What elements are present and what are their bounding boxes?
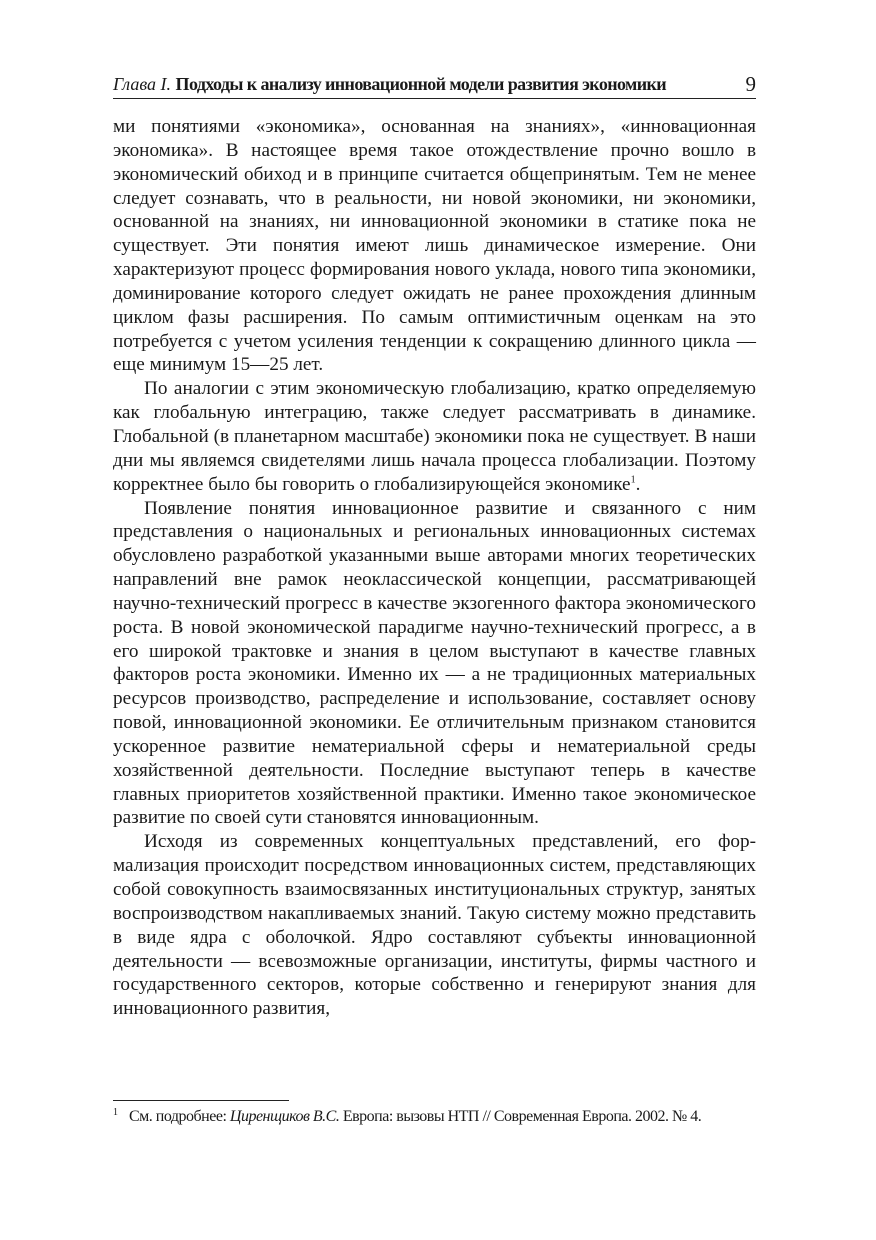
paragraph-1: ми понятиями «экономика», основанная на знаниях», «инновационная экономика». В настоящее время такое отождествление прочно вошло в экономический обиход и в принципе считается общепринятым. Тем не менее следует сознавать, что в реальности, ни новой экономики, ни экономики, основанной на знаниях, ни инновационной экономики в статике пока не существует. Эти понятия имеют лишь динамическое измерение. Они характеризуют процесс формирования нового уклада, нового типа экономики, доминирование которого следует ожидать не ранее прохождения длинным циклом фазы расширения. По самым оптимистичным оценкам на это потребуется с учетом усиления тенденции к сокращению длинного цикла — еще минимум 15—25 лет. bbox=[113, 116, 756, 376]
page-number: 9 bbox=[745, 72, 756, 96]
footnote-divider bbox=[113, 1100, 289, 1101]
footnotes bbox=[113, 1100, 756, 1127]
footnote-prefix: См. подробнее: bbox=[129, 1108, 227, 1125]
footnote-text: Европа: вызовы НТП // Современная Европа. 2002. № 4. bbox=[342, 1108, 702, 1125]
body-text bbox=[113, 115, 756, 1021]
footnote-1: 1 См. подробнее: Циренщиков В.С. Европа: вызовы НТП // Современная Европа. 2002. № 4. bbox=[113, 1106, 702, 1125]
running-header bbox=[113, 70, 756, 99]
paragraph-2-end: . bbox=[635, 473, 641, 495]
chapter-label: Глава I. bbox=[113, 74, 172, 94]
footnote-author: Циренщиков В.С. bbox=[229, 1108, 340, 1125]
chapter-title: Подходы к анализу инновационной модели развития экономики bbox=[175, 74, 667, 94]
paragraph-2 bbox=[113, 377, 756, 496]
footnote-reference[interactable]: 1 bbox=[630, 474, 636, 486]
paragraph-2-text: По аналогии с этим экономическую глобализацию, кратко определяемую как глобальную интеграцию, также следует рассматривать в динамике. Глобальной (в планетарном масштабе) экономики пока не существует. В наши дни мы являемся свидетелями лишь начала процесса глобализации. Поэтому корректнее было бы говорить о глобализирующейся экономике bbox=[113, 378, 756, 495]
page bbox=[113, 70, 756, 1021]
paragraph-3: Появление понятия инновационное развитие и связанного с ним представления о национальных и региональных инновационных системах обусловлено разработкой указанными выше авторами многих теоретических направлений вне рамок неоклассической концепции, рассматривающей научно-технический прогресс в качестве экзогенного фактора экономического роста. В новой экономической парадигме научно-технический прогресс, а в его широкой трактовке и знания в целом выступают в качестве главных факторов роста экономики. Именно их — а не традиционных материальных ресурсов производство, распределение и использование, составляет основу повой, инновационной экономики. Ее отличительным признаком становится ускоренное развитие нематериальной сферы и нематериальной среды хозяйственной деятельности. Последние выступают теперь в качестве главных приоритетов хозяйственной практики. Именно такое экономическое развитие по своей сути становятся инновационным. bbox=[113, 497, 756, 829]
paragraph-4: Исходя из современных концептуальных представлений, его формализация происходит посредством инновационных систем, представляющих собой совокупность взаимосвязанных институциональных структур, занятых воспроизводством накапливаемых знаний. Такую систему можно представить в виде ядра с оболочкой. Ядро составляют субъекты инновационной деятельности — всевозможные организации, институты, фирмы частного и государственного секторов, которые собственно и генерируют знания для инновационного развития, bbox=[113, 831, 756, 1020]
